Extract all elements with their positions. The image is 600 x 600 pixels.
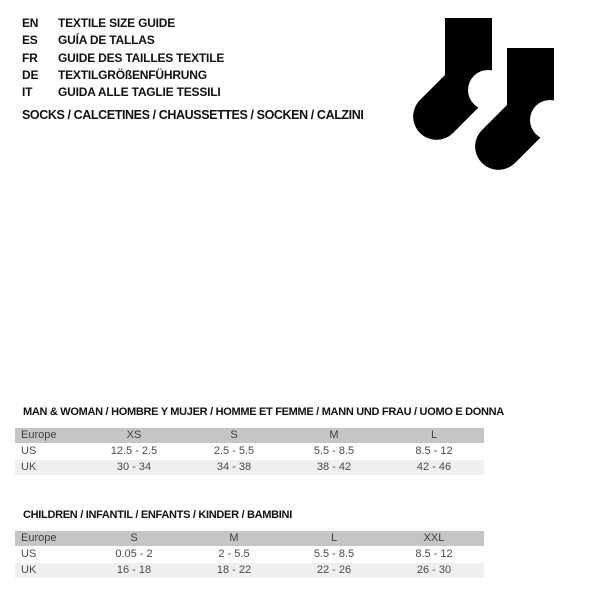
socks-icon xyxy=(380,0,600,200)
row-label: US xyxy=(21,445,37,457)
table-title: CHILDREN / INFANTIL / ENFANTS / KINDER / BAMBINI xyxy=(23,509,292,521)
language-label: GUÍA DE TALLAS xyxy=(58,33,155,48)
table-cell: 42 - 46 xyxy=(416,461,452,473)
table-cell: 8.5 - 12 xyxy=(415,445,453,457)
table-cell: 5.5 - 8.5 xyxy=(313,548,355,560)
column-header: L xyxy=(330,532,338,544)
column-header: L xyxy=(430,429,438,441)
table-cell: 8.5 - 12 xyxy=(415,548,453,560)
table-row xyxy=(15,460,484,475)
language-row xyxy=(22,15,224,32)
column-header: M xyxy=(329,429,339,441)
column-header: XXL xyxy=(423,532,445,544)
size-table-children xyxy=(15,508,484,579)
table-cell: 34 - 38 xyxy=(216,461,252,473)
language-row xyxy=(22,50,224,67)
table-cell: 18 - 22 xyxy=(216,564,252,576)
row-label: UK xyxy=(21,461,37,473)
language-label: GUIDE DES TAILLES TEXTILE xyxy=(58,50,225,65)
language-code: IT xyxy=(22,85,33,100)
column-header: S xyxy=(230,429,238,441)
table-cell: 2 - 5.5 xyxy=(218,548,250,560)
language-label: GUIDA ALLE TAGLIE TESSILI xyxy=(58,85,221,100)
column-header: S xyxy=(130,532,138,544)
column-header: Europe xyxy=(21,532,57,544)
category-title: SOCKS / CALCETINES / CHAUSSETTES / SOCKEN / CALZINI xyxy=(22,108,364,122)
table-header-row xyxy=(15,531,484,546)
language-code: EN xyxy=(22,16,39,30)
language-code: ES xyxy=(22,33,38,48)
column-header: M xyxy=(229,532,239,544)
language-title-block xyxy=(22,15,224,101)
table-cell: 30 - 34 xyxy=(116,461,152,473)
row-label: US xyxy=(21,548,37,560)
table-cell: 16 - 18 xyxy=(116,564,152,576)
table-header-row xyxy=(15,428,484,443)
language-label: TEXTILE SIZE GUIDE xyxy=(58,16,176,30)
language-label: TEXTILGRÖßENFÜHRUNG xyxy=(58,67,207,82)
table-cell: 0.05 - 2 xyxy=(115,548,153,560)
language-row xyxy=(22,67,224,84)
table-cell: 38 - 42 xyxy=(316,461,352,473)
row-label: UK xyxy=(21,564,37,576)
table-cell: 22 - 26 xyxy=(316,564,352,576)
table-title: MAN & WOMAN / HOMBRE Y MUJER / HOMME ET FEMME / MANN UND FRAU / UOMO E DONNA xyxy=(23,406,504,418)
table-row xyxy=(15,547,484,562)
table-cell: 5.5 - 8.5 xyxy=(313,445,355,457)
table-row xyxy=(15,563,484,578)
table-row xyxy=(15,444,484,459)
table-cell: 12.5 - 2.5 xyxy=(110,445,158,457)
language-code: FR xyxy=(22,50,38,65)
language-row xyxy=(22,32,224,49)
size-table-man-woman xyxy=(15,405,504,476)
language-row xyxy=(22,84,224,101)
column-header: XS xyxy=(126,429,142,441)
table-cell: 26 - 30 xyxy=(416,564,452,576)
column-header: Europe xyxy=(21,429,57,441)
language-code: DE xyxy=(22,67,39,82)
table-cell: 2.5 - 5.5 xyxy=(213,445,255,457)
